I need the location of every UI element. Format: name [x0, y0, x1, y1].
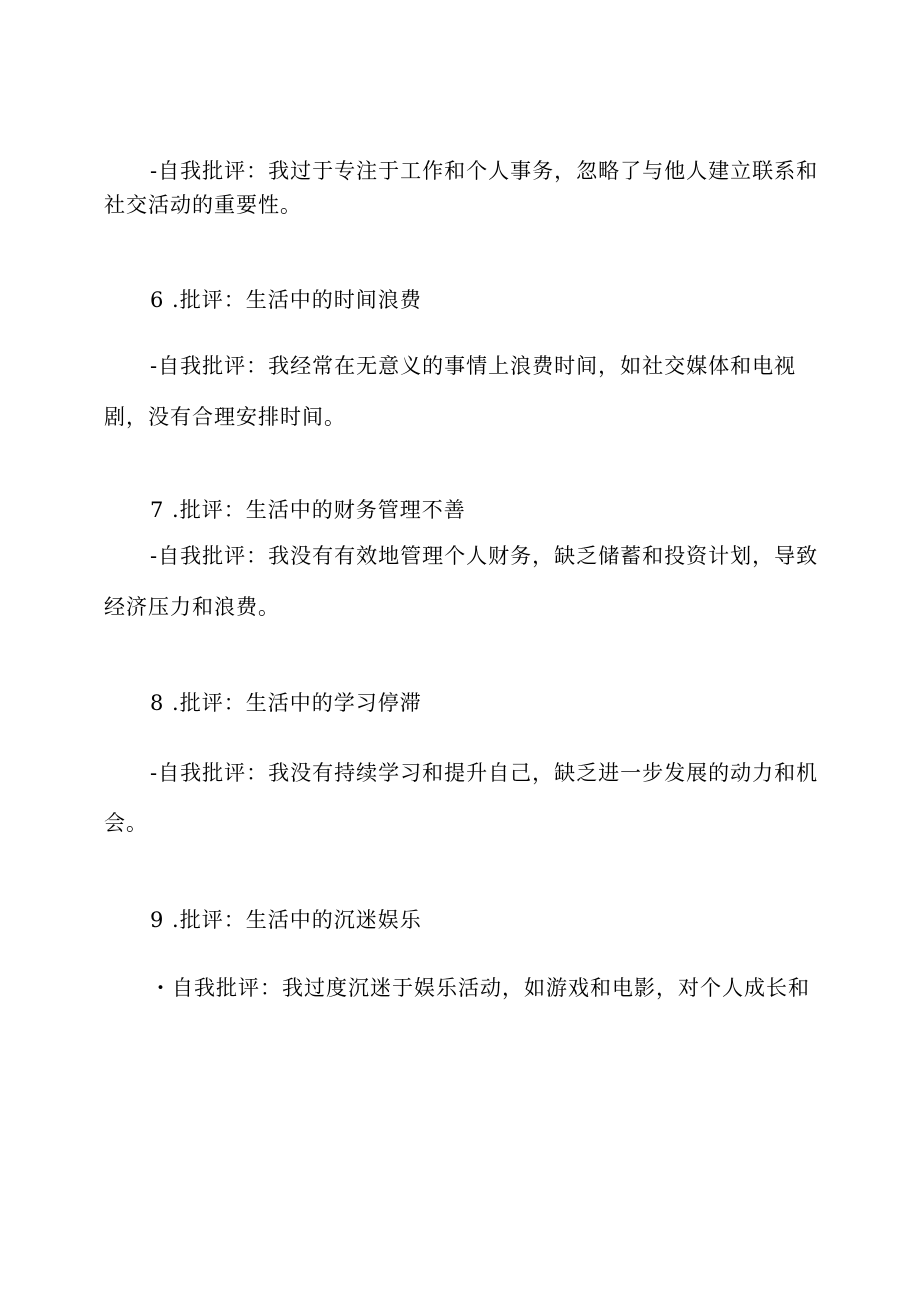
paragraph-line: 会。	[104, 811, 148, 835]
section-heading-9: 9 .批评：生活中的沉迷娱乐	[150, 908, 422, 932]
section-heading-8: 8 .批评：生活中的学习停滞	[150, 691, 422, 715]
paragraph-line: -自我批评：我过于专注于工作和个人事务，忽略了与他人建立联系和	[150, 159, 819, 183]
section-heading-6: 6 .批评：生活中的时间浪费	[150, 288, 422, 312]
paragraph-line: 社交活动的重要性。	[104, 193, 302, 217]
paragraph-line: 剧，没有合理安排时间。	[104, 405, 346, 429]
paragraph-line: 经济压力和浪费。	[104, 595, 280, 619]
paragraph-line: -自我批评：我经常在无意义的事情上浪费时间，如社交媒体和电视	[150, 354, 797, 378]
paragraph-line: -自我批评：我没有持续学习和提升自己，缺乏进一步发展的动力和机	[150, 761, 819, 785]
paragraph-line: -自我批评：我没有有效地管理个人财务，缺乏储蓄和投资计划，导致	[150, 544, 819, 568]
section-heading-7: 7 .批评：生活中的财务管理不善	[150, 498, 466, 522]
paragraph-line: ・自我批评：我过度沉迷于娱乐活动，如游戏和电影，对个人成长和	[150, 976, 810, 1000]
